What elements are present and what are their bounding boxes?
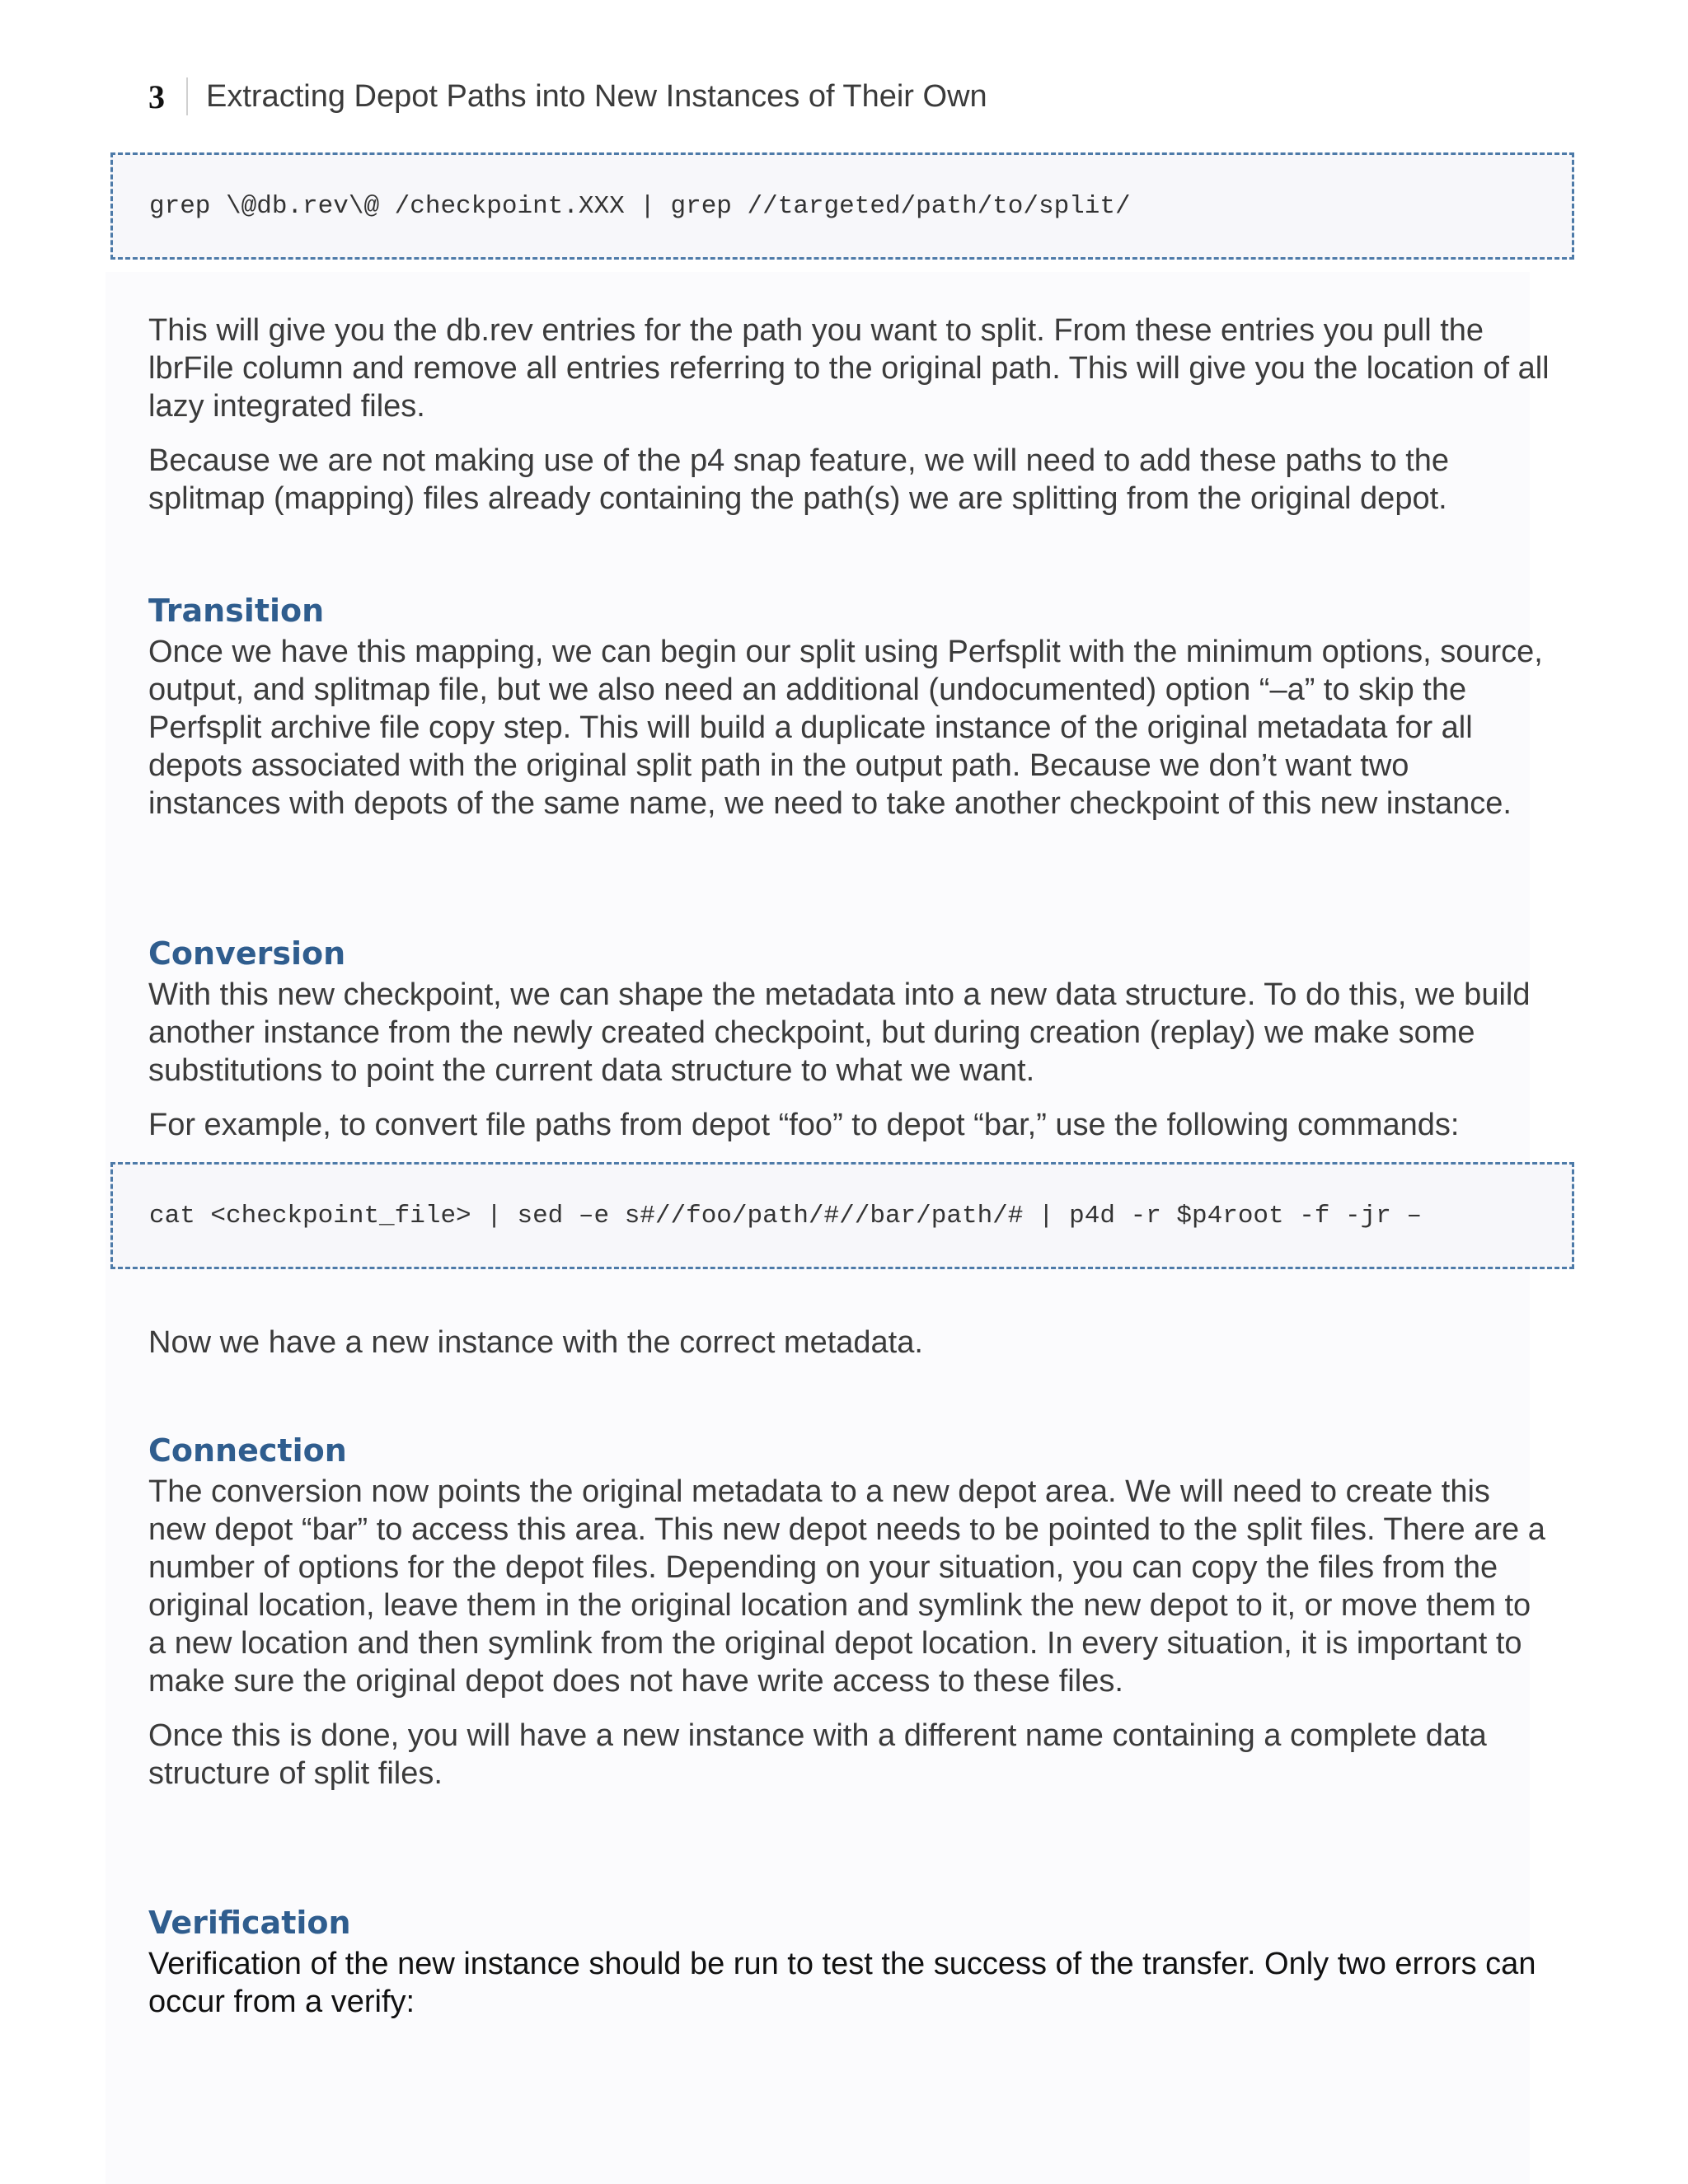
- code-block-grep: [110, 152, 1574, 260]
- intro-paragraph-2: Because we are not making use of the p4 snap feature, we will need to add these paths to the splitmap (mapping) files already containing the path(s) we are splitting from the original depot.: [148, 443, 1450, 516]
- header-divider: [186, 77, 188, 115]
- conversion-paragraph-3: Now we have a new instance with the correct metadata.: [148, 1325, 923, 1360]
- connection-section: [148, 1430, 1550, 1793]
- conversion-paragraph-2: For example, to convert file paths from depot “foo” to depot “bar,” use the following commands:: [148, 1108, 1460, 1142]
- verification-paragraph: Verification of the new instance should be run to test the success of the transfer. Only two errors can occur from a verify:: [148, 1947, 1536, 2019]
- transition-paragraph: Once we have this mapping, we can begin our split using Perfsplit with the minimum options, source, output, and splitmap file, but we also need an additional (undocumented) option “–a” to skip the Perfsplit archive file copy step. This will build a duplicate instance of the original metadata for all depots associated with the original split path in the output path. Because we don’t want two instances with depots of the same name, we need to take another checkpoint of this new instance.: [148, 635, 1543, 821]
- intro-section: [148, 312, 1550, 518]
- connection-paragraph-1: The conversion now points the original metadata to a new depot area. We will need to create this new depot “bar” to access this area. This new depot needs to be pointed to the split files. There are a number of options for the depot files. Depending on your situation, you can copy the files from the original location, leave them in the original location and symlink the new depot to it, or move them to a new location and then symlink from the original depot location. In every situation, it is important to make sure the original depot does not have write access to these files.: [148, 1474, 1545, 1699]
- code-text: grep \@db.rev\@ /checkpoint.XXX | grep //targeted/path/to/split/: [149, 191, 1131, 221]
- conversion-section: [148, 933, 1550, 1144]
- section-heading-connection: Connection: [148, 1432, 347, 1469]
- section-heading-transition: Transition: [148, 593, 325, 629]
- page-number: 3: [148, 77, 165, 115]
- code-block-sed: [110, 1162, 1574, 1269]
- connection-paragraph-2: Once this is done, you will have a new instance with a different name containing a complete data structure of split files.: [148, 1718, 1487, 1791]
- conversion-paragraph-1: With this new checkpoint, we can shape the metadata into a new data structure. To do this, we build another instance from the newly created checkpoint, but during creation (replay) we make some substitutions to point the current data structure to what we want.: [148, 977, 1531, 1088]
- section-heading-verification: Verification: [148, 1905, 351, 1941]
- intro-paragraph-1: This will give you the db.rev entries for the path you want to split. From these entries you pull the lbrFile column and remove all entries referring to the original path. This will give you the location of all lazy integrated files.: [148, 313, 1550, 424]
- page-title: Extracting Depot Paths into New Instances of Their Own: [206, 78, 987, 114]
- section-heading-conversion: Conversion: [148, 935, 346, 972]
- conversion-result: [148, 1324, 1550, 1361]
- transition-section: [148, 590, 1550, 823]
- page-header: [148, 76, 987, 117]
- code-text: cat <checkpoint_file> | sed –e s#//foo/path/#//bar/path/# | p4d -r $p4root -f -jr –: [149, 1201, 1423, 1230]
- verification-section: [148, 1902, 1550, 2021]
